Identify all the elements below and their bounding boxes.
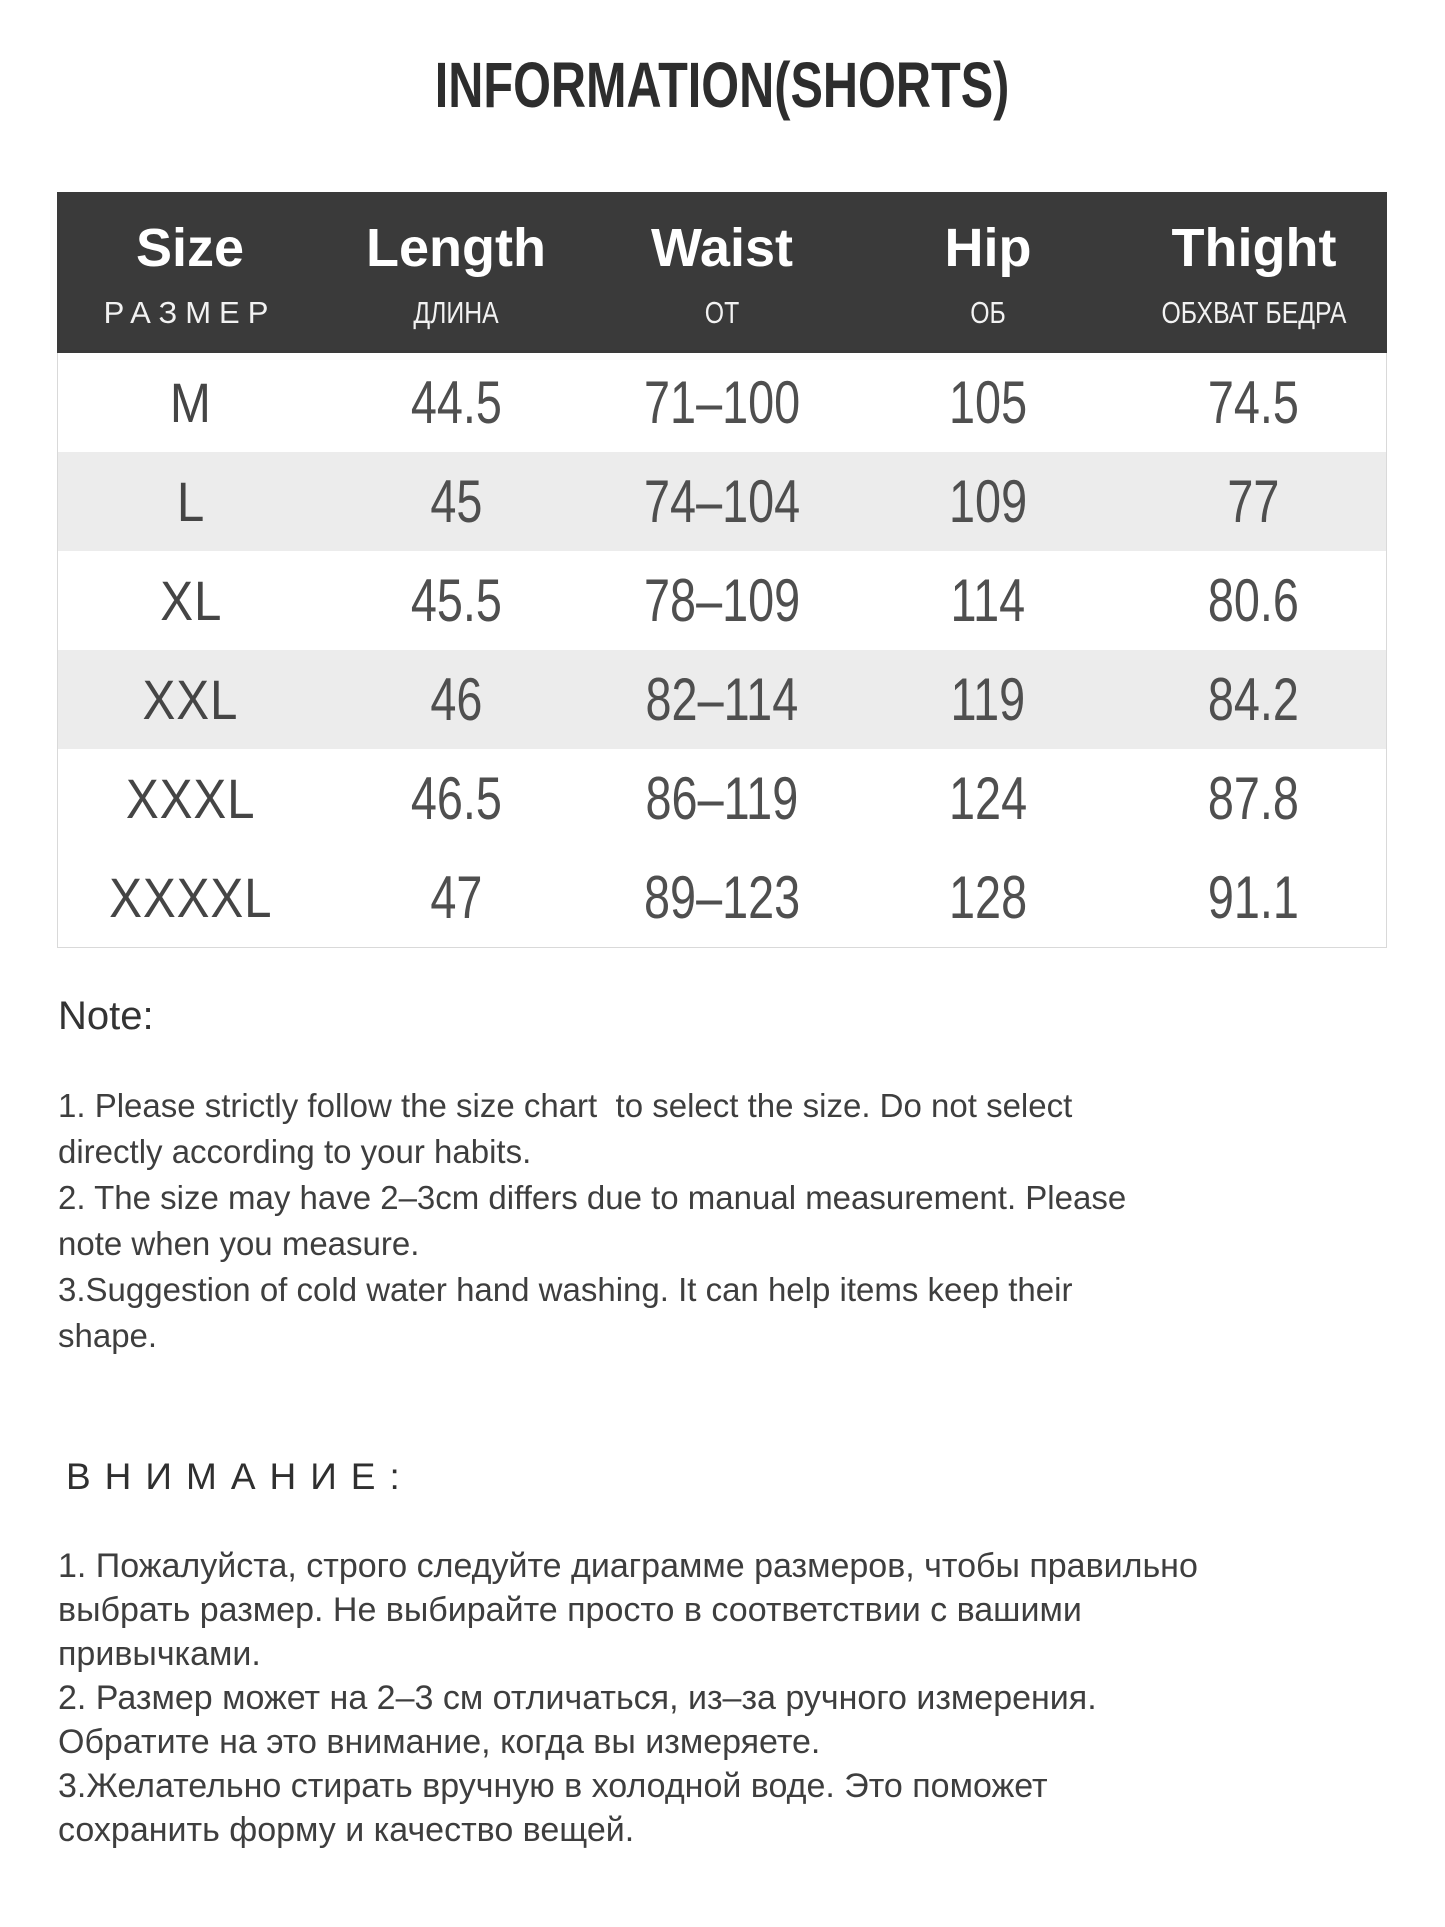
cell-length (324, 665, 590, 734)
note-line: note when you measure. (58, 1225, 420, 1262)
length-value: 45 (430, 468, 483, 535)
attention-heading: ВНИМАНИЕ: (66, 1456, 414, 1497)
thigh-value: 74.5 (1207, 369, 1299, 436)
size-value: XL (159, 569, 222, 632)
waist-value: 82–114 (645, 666, 799, 733)
column-label-ru: ОБХВАТ БЕДРА (1161, 295, 1347, 330)
table-row-m (58, 353, 1386, 452)
table-row-xxxl (58, 749, 1386, 848)
cell-length (324, 368, 590, 437)
note-heading: Note: (58, 994, 154, 1038)
size-value: L (176, 470, 205, 533)
column-label-en: Waist (650, 218, 793, 278)
cell-thigh (1120, 665, 1386, 734)
size-table-header-row (57, 192, 1387, 353)
column-label-ru: ОБ (970, 295, 1006, 330)
cell-length (324, 566, 590, 635)
waist-value: 89–123 (643, 864, 801, 931)
note-line: directly according to your habits. (58, 1133, 532, 1170)
attention-line: 2. Размер может на 2–3 см отличаться, из–за ручного измерения. (58, 1679, 1097, 1717)
column-label-en: Hip (944, 218, 1032, 278)
cell-waist (589, 665, 855, 734)
column-label-ru: ДЛИНА (413, 295, 499, 330)
length-value: 46.5 (410, 765, 502, 832)
cell-waist (589, 863, 855, 932)
column-header-size (57, 192, 323, 353)
cell-size (58, 766, 324, 831)
column-label-en: Size (135, 218, 245, 278)
hip-value: 119 (950, 666, 1025, 733)
cell-size (58, 865, 324, 930)
cell-hip (855, 566, 1121, 635)
cell-thigh (1120, 467, 1386, 536)
column-header-thigh (1121, 192, 1387, 353)
attention-line: 3.Желательно стирать вручную в холодной воде. Это поможет (58, 1767, 1048, 1805)
thigh-value: 84.2 (1207, 666, 1299, 733)
cell-waist (589, 368, 855, 437)
note-line: 1. Please strictly follow the size chart to select the size. Do not select (58, 1087, 1073, 1124)
waist-value: 78–109 (643, 567, 801, 634)
cell-hip (855, 665, 1121, 734)
waist-value: 71–100 (643, 369, 801, 436)
cell-hip (855, 764, 1121, 833)
size-table-body (57, 353, 1387, 948)
column-label-en: Thight (1171, 218, 1337, 278)
cell-size (58, 667, 324, 732)
hip-value: 124 (948, 765, 1027, 832)
size-value: M (169, 371, 212, 434)
attention-line: выбрать размер. Не выбирайте просто в соответствии с вашими (58, 1591, 1082, 1629)
table-row-xl (58, 551, 1386, 650)
thigh-value: 87.8 (1207, 765, 1299, 832)
hip-value: 128 (948, 864, 1027, 931)
attention-text (58, 1544, 1198, 1852)
length-value: 44.5 (410, 369, 502, 436)
size-value: XXL (142, 668, 239, 731)
cell-length (324, 863, 590, 932)
cell-thigh (1120, 566, 1386, 635)
cell-size (58, 469, 324, 534)
cell-length (324, 467, 590, 536)
length-value: 47 (430, 864, 483, 931)
cell-hip (855, 368, 1121, 437)
length-value: 45.5 (410, 567, 502, 634)
column-label-ru: РАЗМЕР (103, 295, 277, 330)
waist-value: 74–104 (643, 468, 801, 535)
cell-length (324, 764, 590, 833)
table-row-xxxxl (58, 848, 1386, 947)
thigh-value: 77 (1227, 468, 1280, 535)
cell-waist (589, 566, 855, 635)
table-row-xxl (58, 650, 1386, 749)
attention-line: привычками. (58, 1635, 261, 1673)
note-line: 3.Suggestion of cold water hand washing. It can help items keep their (58, 1271, 1073, 1308)
page-title: INFORMATION(SHORTS) (435, 49, 1010, 121)
column-label-en: Length (366, 218, 546, 278)
attention-line: Обратите на это внимание, когда вы измеряете. (58, 1723, 821, 1761)
attention-line: сохранить форму и качество вещей. (58, 1811, 635, 1849)
waist-value: 86–119 (645, 765, 799, 832)
cell-thigh (1120, 368, 1386, 437)
column-header-waist (589, 192, 855, 353)
cell-hip (855, 467, 1121, 536)
hip-value: 105 (948, 369, 1027, 436)
thigh-value: 91.1 (1207, 864, 1299, 931)
column-header-hip (855, 192, 1121, 353)
hip-value: 114 (950, 567, 1025, 634)
length-value: 46 (430, 666, 483, 733)
thigh-value: 80.6 (1207, 567, 1299, 634)
hip-value: 109 (948, 468, 1027, 535)
table-row-l (58, 452, 1386, 551)
title-wrap (0, 48, 1445, 122)
note-text (58, 1083, 1126, 1359)
size-value: XXXXL (109, 866, 273, 929)
cell-size (58, 370, 324, 435)
cell-thigh (1120, 863, 1386, 932)
cell-thigh (1120, 764, 1386, 833)
attention-line: 1. Пожалуйста, строго следуйте диаграмме размеров, чтобы правильно (58, 1547, 1198, 1585)
note-line: shape. (58, 1317, 158, 1354)
note-line: 2. The size may have 2–3cm differs due to manual measurement. Please (58, 1179, 1127, 1216)
cell-size (58, 568, 324, 633)
cell-waist (589, 467, 855, 536)
column-label-ru: ОТ (704, 295, 740, 330)
cell-waist (589, 764, 855, 833)
size-table (57, 192, 1387, 948)
cell-hip (855, 863, 1121, 932)
column-header-length (323, 192, 589, 353)
size-value: XXXL (126, 767, 256, 830)
